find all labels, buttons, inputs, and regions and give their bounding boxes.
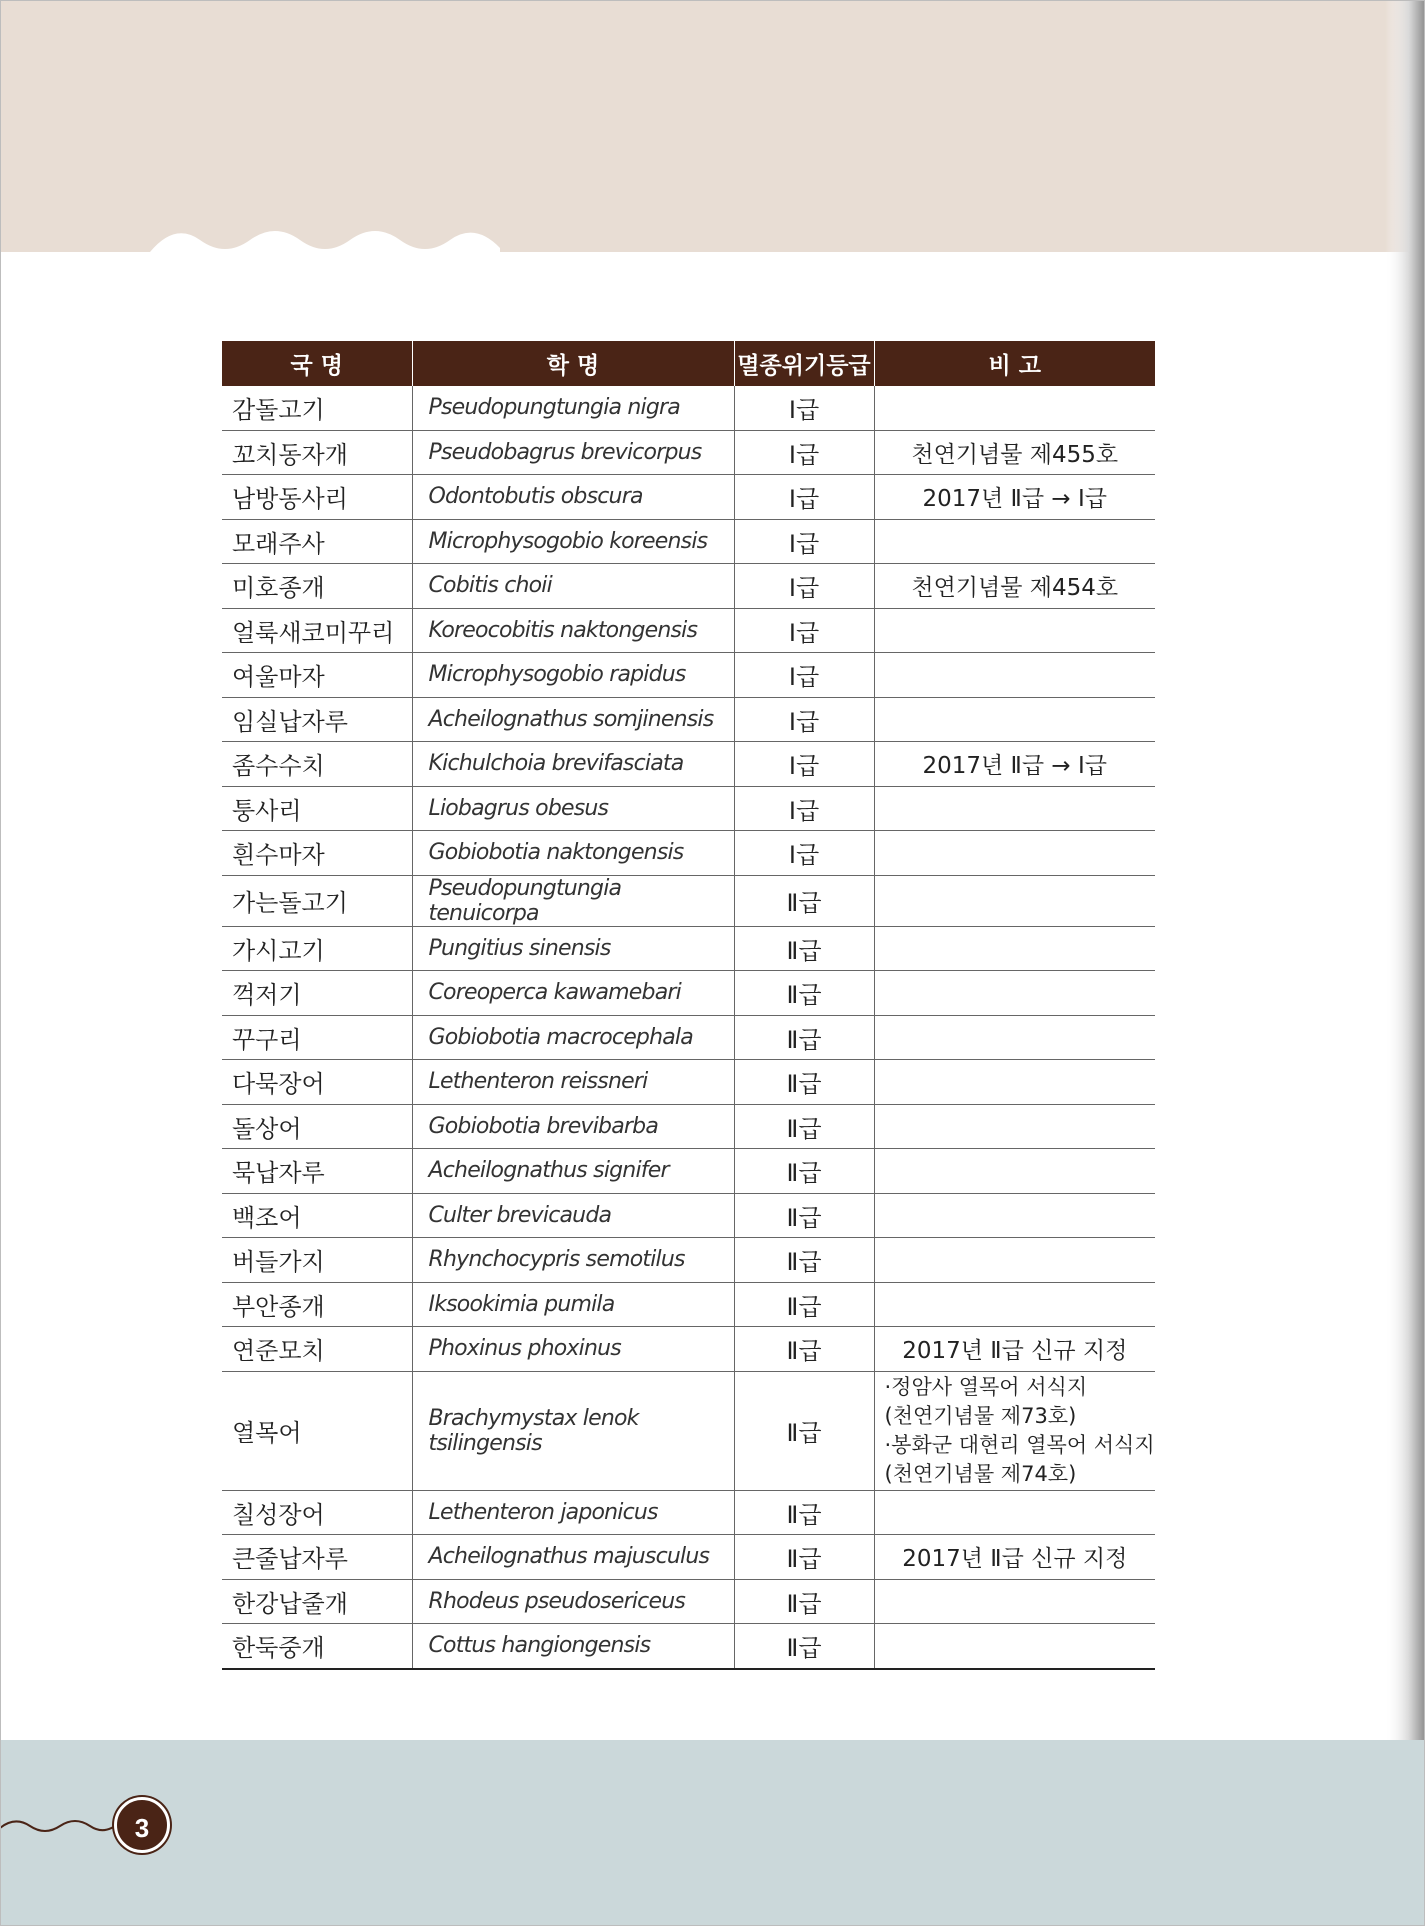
- scientific-name-cell: Pseudopungtungia nigra: [412, 386, 734, 430]
- header-scientific-name: 학 명: [412, 341, 734, 386]
- grade-cell: Ⅱ급: [734, 875, 874, 926]
- korean-name-cell: 임실납자루: [222, 697, 412, 742]
- grade-cell: Ⅰ급: [734, 831, 874, 876]
- grade-cell: Ⅱ급: [734, 1371, 874, 1490]
- grade-cell: Ⅱ급: [734, 1624, 874, 1669]
- grade-cell: Ⅱ급: [734, 1149, 874, 1194]
- korean-name-cell: 감돌고기: [232, 396, 325, 425]
- korean-name-cell: 한강납줄개: [222, 1579, 412, 1624]
- grade-cell: Ⅱ급: [734, 971, 874, 1016]
- scientific-name-cell: Acheilognathus signifer: [412, 1149, 734, 1194]
- korean-name-cell: 남방동사리: [222, 475, 412, 520]
- scientific-name-cell: Pungitius sinensis: [412, 926, 734, 971]
- grade-cell: Ⅰ급: [734, 653, 874, 698]
- note-cell: 2017년 Ⅱ급 → Ⅰ급: [874, 742, 1155, 787]
- header-korean-name: 국 명: [222, 341, 412, 386]
- korean-name-cell: 버들가지: [222, 1238, 412, 1283]
- grade-cell: Ⅰ급: [734, 564, 874, 609]
- note-line: ·봉화군 대현리 열목어 서식지: [884, 1432, 1155, 1457]
- note-cell: 천연기념물 제454호: [874, 564, 1155, 609]
- page-number: 3: [114, 1797, 170, 1853]
- korean-name-cell: 미호종개: [222, 564, 412, 609]
- grade-cell: Ⅱ급: [734, 1238, 874, 1283]
- scientific-name-cell: Coreoperca kawamebari: [412, 971, 734, 1016]
- korean-name-cell: 좀수수치: [222, 742, 412, 787]
- scientific-name-cell: Microphysogobio rapidus: [412, 653, 734, 698]
- scientific-name-cell: Cobitis choii: [412, 564, 734, 609]
- scientific-name-cell: Koreocobitis naktongensis: [412, 608, 734, 653]
- korean-name-cell: 묵납자루: [222, 1149, 412, 1194]
- grade-cell: Ⅰ급: [734, 697, 874, 742]
- grade-cell: Ⅱ급: [734, 1282, 874, 1327]
- grade-cell: Ⅰ급: [734, 608, 874, 653]
- note-cell: 2017년 Ⅱ급 신규 지정: [874, 1535, 1155, 1580]
- scientific-name-cell: Acheilognathus majusculus: [412, 1535, 734, 1580]
- scientific-name-cell: Pseudobagrus brevicorpus: [412, 430, 734, 475]
- korean-name-cell: 가는돌고기: [222, 875, 412, 926]
- korean-name-cell: 꾸구리: [222, 1015, 412, 1060]
- grade-cell: Ⅱ급: [734, 1104, 874, 1149]
- scientific-name-cell: Rhynchocypris semotilus: [412, 1238, 734, 1283]
- header-note: 비 고: [874, 341, 1155, 386]
- scientific-name-cell: Cottus hangiongensis: [412, 1624, 734, 1669]
- scientific-name-cell: Kichulchoia brevifasciata: [412, 742, 734, 787]
- grade-cell: Ⅱ급: [734, 1490, 874, 1535]
- scientific-name-cell: Iksookimia pumila: [412, 1282, 734, 1327]
- note-line: (천연기념물 제74호): [884, 1461, 1077, 1486]
- grade-cell: Ⅱ급: [734, 926, 874, 971]
- korean-name-cell: 큰줄납자루: [222, 1535, 412, 1580]
- korean-name-cell: 부안종개: [222, 1282, 412, 1327]
- note-cell: 2017년 Ⅱ급 신규 지정: [874, 1327, 1155, 1372]
- scientific-name-cell: Acheilognathus somjinensis: [412, 697, 734, 742]
- korean-name-cell: 열목어: [222, 1371, 412, 1490]
- grade-cell: Ⅰ급: [734, 386, 874, 430]
- grade-cell: Ⅱ급: [734, 1193, 874, 1238]
- note-cell: 2017년 Ⅱ급 → Ⅰ급: [874, 475, 1155, 520]
- grade-cell: Ⅱ급: [734, 1535, 874, 1580]
- scientific-name-cell: Brachymystax lenok tsilingensis: [412, 1371, 734, 1490]
- korean-name-cell: 퉁사리: [222, 786, 412, 831]
- grade-cell: Ⅰ급: [734, 519, 874, 564]
- grade-cell: Ⅱ급: [734, 1060, 874, 1105]
- korean-name-cell: 꺽저기: [222, 971, 412, 1016]
- scientific-name-cell: Gobiobotia macrocephala: [412, 1015, 734, 1060]
- header-grade: 멸종위기등급: [734, 341, 874, 386]
- note-line: ·정암사 열목어 서식지: [884, 1374, 1088, 1399]
- note-cell: 천연기념물 제455호: [874, 430, 1155, 475]
- scientific-name-cell: Gobiobotia naktongensis: [412, 831, 734, 876]
- grade-cell: Ⅰ급: [734, 430, 874, 475]
- note-line: (천연기념물 제73호): [884, 1403, 1077, 1428]
- scientific-name-cell: Lethenteron japonicus: [412, 1490, 734, 1535]
- scientific-name-cell: Rhodeus pseudosericeus: [412, 1579, 734, 1624]
- korean-name-cell: 칠성장어: [222, 1490, 412, 1535]
- scientific-name-cell: Microphysogobio koreensis: [412, 519, 734, 564]
- grade-cell: Ⅱ급: [734, 1327, 874, 1372]
- korean-name-cell: 모래주사: [222, 519, 412, 564]
- scientific-name-cell: Odontobutis obscura: [412, 475, 734, 520]
- grade-cell: Ⅱ급: [734, 1015, 874, 1060]
- korean-name-cell: 흰수마자: [222, 831, 412, 876]
- scientific-name-cell: Pseudopungtungia tenuicorpa: [412, 875, 734, 926]
- korean-name-cell: 가시고기: [222, 926, 412, 971]
- scientific-name-cell: Phoxinus phoxinus: [412, 1327, 734, 1372]
- grade-cell: Ⅰ급: [734, 475, 874, 520]
- scientific-name-cell: Gobiobotia brevibarba: [412, 1104, 734, 1149]
- korean-name-cell: 다묵장어: [222, 1060, 412, 1105]
- korean-name-cell: 한둑중개: [222, 1624, 412, 1669]
- korean-name-cell: 얼룩새코미꾸리: [222, 608, 412, 653]
- korean-name-cell: 꼬치동자개: [222, 430, 412, 475]
- korean-name-cell: 연준모치: [222, 1327, 412, 1372]
- korean-name-cell: 백조어: [222, 1193, 412, 1238]
- grade-cell: Ⅰ급: [734, 742, 874, 787]
- scientific-name-cell: Lethenteron reissneri: [412, 1060, 734, 1105]
- korean-name-cell: 돌상어: [222, 1104, 412, 1149]
- grade-cell: Ⅱ급: [734, 1579, 874, 1624]
- korean-name-cell: 여울마자: [222, 653, 412, 698]
- grade-cell: Ⅰ급: [734, 786, 874, 831]
- scientific-name-cell: Culter brevicauda: [412, 1193, 734, 1238]
- scientific-name-cell: Liobagrus obesus: [412, 786, 734, 831]
